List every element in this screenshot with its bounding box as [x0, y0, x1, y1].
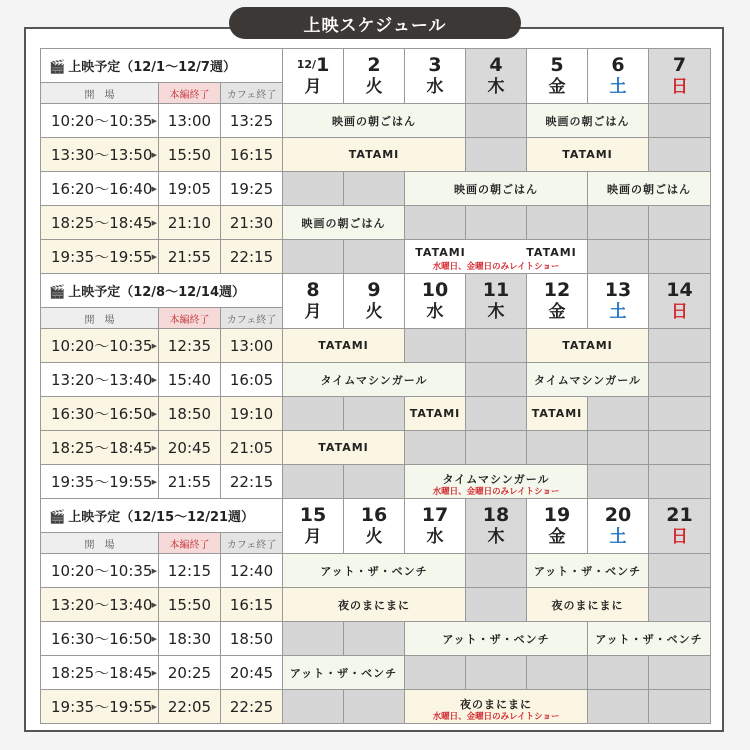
main-end-time: 21:10 — [159, 206, 221, 240]
empty-cell — [588, 465, 649, 499]
empty-cell — [649, 363, 711, 397]
empty-cell — [588, 240, 649, 274]
empty-cell — [588, 690, 649, 724]
main-end-column-header: 本編終了 — [159, 308, 221, 329]
table-row — [41, 240, 711, 274]
open-time: 10:20〜10:35 ▶ — [41, 104, 159, 138]
day-header: 19 金 — [527, 499, 588, 554]
screening-cell: TATAMI — [405, 397, 466, 431]
day-header-closed: 18 木 — [466, 499, 527, 554]
arrow-right-icon: ▶ — [151, 477, 157, 486]
table-row — [41, 104, 711, 138]
cafe-end-time: 21:05 — [221, 431, 283, 465]
day-header: 2 火 — [344, 49, 405, 104]
main-end-time: 13:00 — [159, 104, 221, 138]
main-end-column-header: 本編終了 — [159, 83, 221, 104]
main-end-time: 20:45 — [159, 431, 221, 465]
empty-cell — [344, 690, 405, 724]
main-end-column-header: 本編終了 — [159, 533, 221, 554]
empty-cell — [649, 104, 711, 138]
screening-cell: アット・ザ・ベンチ — [283, 656, 405, 690]
main-end-time: 12:15 — [159, 554, 221, 588]
empty-cell — [466, 397, 527, 431]
day-header-sunday: 21 日 — [649, 499, 711, 554]
open-time: 16:20〜16:40 ▶ — [41, 172, 159, 206]
empty-cell — [405, 431, 466, 465]
cafe-end-time: 22:15 — [221, 465, 283, 499]
late-show-note: 水曜日、金曜日のみレイトショー — [432, 262, 560, 272]
empty-cell — [649, 397, 711, 431]
week-table-3 — [40, 498, 711, 724]
empty-cell — [649, 431, 711, 465]
screening-cell: TATAMI — [283, 431, 405, 465]
screening-cell: TATAMI — [283, 138, 466, 172]
empty-cell — [466, 329, 527, 363]
empty-cell — [588, 397, 649, 431]
open-column-header: 開 場 — [41, 533, 159, 554]
screening-cell: アット・ザ・ベンチ — [588, 622, 711, 656]
cafe-end-time: 22:15 — [221, 240, 283, 274]
empty-cell — [588, 431, 649, 465]
cafe-end-time: 21:30 — [221, 206, 283, 240]
day-header: 15 月 — [283, 499, 344, 554]
arrow-right-icon: ▶ — [151, 600, 157, 609]
day-header-closed: 11 木 — [466, 274, 527, 329]
open-time: 18:25〜18:45 ▶ — [41, 656, 159, 690]
day-header: $^{12/}$1 月 — [283, 49, 344, 104]
screening-cell: 夜のまにまに — [283, 588, 466, 622]
open-time: 19:35〜19:55 ▶ — [41, 465, 159, 499]
table-row — [41, 622, 711, 656]
clapperboard-icon: 🎬 — [49, 60, 66, 75]
empty-cell — [283, 690, 344, 724]
empty-cell — [344, 465, 405, 499]
main-end-time: 18:50 — [159, 397, 221, 431]
empty-cell — [649, 656, 711, 690]
table-row — [41, 690, 711, 724]
empty-cell — [649, 465, 711, 499]
day-header-closed: 4 木 — [466, 49, 527, 104]
empty-cell — [405, 329, 466, 363]
main-end-time: 21:55 — [159, 465, 221, 499]
cafe-end-time: 16:15 — [221, 588, 283, 622]
table-row — [41, 588, 711, 622]
empty-cell — [466, 138, 527, 172]
screening-cell: アット・ザ・ベンチ — [527, 554, 649, 588]
table-row — [41, 431, 711, 465]
empty-cell — [283, 397, 344, 431]
empty-cell — [466, 554, 527, 588]
empty-cell — [283, 240, 344, 274]
arrow-right-icon: ▶ — [151, 634, 157, 643]
empty-cell — [649, 554, 711, 588]
table-row — [41, 329, 711, 363]
empty-cell — [466, 431, 527, 465]
empty-cell — [466, 363, 527, 397]
open-column-header: 開 場 — [41, 308, 159, 329]
cafe-end-time: 16:15 — [221, 138, 283, 172]
cafe-end-column-header: カフェ終了 — [221, 83, 283, 104]
cafe-end-time: 20:45 — [221, 656, 283, 690]
screening-cell: 映画の朝ごはん — [527, 104, 649, 138]
late-show-cell: タイムマシンガール 水曜日、金曜日のみレイトショー — [405, 465, 588, 499]
open-time: 13:20〜13:40 ▶ — [41, 588, 159, 622]
day-header: 5 金 — [527, 49, 588, 104]
day-header: 8 月 — [283, 274, 344, 329]
open-time: 19:35〜19:55 ▶ — [41, 240, 159, 274]
day-header: 12 金 — [527, 274, 588, 329]
week-table-2 — [40, 273, 711, 499]
main-end-time: 15:50 — [159, 138, 221, 172]
main-end-time: 18:30 — [159, 622, 221, 656]
cafe-end-time: 22:25 — [221, 690, 283, 724]
table-row — [41, 397, 711, 431]
cafe-end-column-header: カフェ終了 — [221, 533, 283, 554]
day-header-saturday: 20 土 — [588, 499, 649, 554]
day-header: 10 水 — [405, 274, 466, 329]
screening-cell: 夜のまにまに — [527, 588, 649, 622]
empty-cell — [649, 240, 711, 274]
empty-cell — [466, 104, 527, 138]
empty-cell — [527, 656, 588, 690]
empty-cell — [649, 690, 711, 724]
table-row — [41, 554, 711, 588]
main-end-time: 21:55 — [159, 240, 221, 274]
empty-cell — [283, 465, 344, 499]
empty-cell — [283, 172, 344, 206]
main-end-time: 12:35 — [159, 329, 221, 363]
day-header: 16 火 — [344, 499, 405, 554]
empty-cell — [649, 329, 711, 363]
main-end-time: 15:40 — [159, 363, 221, 397]
empty-cell — [588, 206, 649, 240]
empty-cell — [649, 588, 711, 622]
day-header: 9 火 — [344, 274, 405, 329]
empty-cell — [344, 622, 405, 656]
empty-cell — [527, 206, 588, 240]
empty-cell — [344, 172, 405, 206]
empty-cell — [588, 656, 649, 690]
open-column-header: 開 場 — [41, 83, 159, 104]
open-time: 19:35〜19:55 ▶ — [41, 690, 159, 724]
page-title: 上映スケジュール — [229, 7, 521, 39]
arrow-right-icon: ▶ — [151, 375, 157, 384]
day-header: 17 水 — [405, 499, 466, 554]
empty-cell — [466, 206, 527, 240]
cafe-end-time: 12:40 — [221, 554, 283, 588]
arrow-right-icon: ▶ — [151, 702, 157, 711]
screening-cell: TATAMI — [527, 138, 649, 172]
late-show-note: 水曜日、金曜日のみレイトショー — [432, 487, 560, 497]
cafe-end-column-header: カフェ終了 — [221, 308, 283, 329]
screening-cell: TATAMI — [527, 329, 649, 363]
week-table-1 — [40, 48, 711, 274]
screening-cell: タイムマシンガール — [283, 363, 466, 397]
table-row — [41, 656, 711, 690]
week-header: 🎬 上映予定（12/1〜12/7週） — [41, 49, 283, 83]
day-header-saturday: 6 土 — [588, 49, 649, 104]
screening-cell: 映画の朝ごはん — [283, 206, 405, 240]
arrow-right-icon: ▶ — [151, 252, 157, 261]
arrow-right-icon: ▶ — [151, 409, 157, 418]
week-header: 🎬 上映予定（12/8〜12/14週） — [41, 274, 283, 308]
week-header: 🎬 上映予定（12/15〜12/21週） — [41, 499, 283, 533]
empty-cell — [405, 656, 466, 690]
empty-cell — [344, 397, 405, 431]
arrow-right-icon: ▶ — [151, 668, 157, 677]
open-time: 10:20〜10:35 ▶ — [41, 329, 159, 363]
cafe-end-time: 13:25 — [221, 104, 283, 138]
open-time: 10:20〜10:35 ▶ — [41, 554, 159, 588]
table-row — [41, 172, 711, 206]
late-show-note: 水曜日、金曜日のみレイトショー — [432, 712, 560, 722]
empty-cell — [649, 206, 711, 240]
cafe-end-time: 13:00 — [221, 329, 283, 363]
open-time: 18:25〜18:45 ▶ — [41, 431, 159, 465]
arrow-right-icon: ▶ — [151, 150, 157, 159]
screening-cell: アット・ザ・ベンチ — [405, 622, 588, 656]
screening-cell: タイムマシンガール — [527, 363, 649, 397]
arrow-right-icon: ▶ — [151, 443, 157, 452]
main-end-time: 19:05 — [159, 172, 221, 206]
table-row — [41, 206, 711, 240]
day-header-sunday: 7 日 — [649, 49, 711, 104]
table-row — [41, 465, 711, 499]
empty-cell — [649, 138, 711, 172]
arrow-right-icon: ▶ — [151, 341, 157, 350]
late-show-cell: TATAMI TATAMI 水曜日、金曜日のみレイトショー — [405, 240, 588, 274]
screening-cell: 映画の朝ごはん — [405, 172, 588, 206]
screening-cell: 映画の朝ごはん — [588, 172, 711, 206]
screening-cell: TATAMI — [527, 397, 588, 431]
day-header-saturday: 13 土 — [588, 274, 649, 329]
open-time: 13:30〜13:50 ▶ — [41, 138, 159, 172]
cafe-end-time: 16:05 — [221, 363, 283, 397]
clapperboard-icon: 🎬 — [49, 285, 66, 300]
late-show-cell: 夜のまにまに 水曜日、金曜日のみレイトショー — [405, 690, 588, 724]
cafe-end-time: 19:25 — [221, 172, 283, 206]
table-row — [41, 138, 711, 172]
arrow-right-icon: ▶ — [151, 566, 157, 575]
empty-cell — [405, 206, 466, 240]
empty-cell — [466, 588, 527, 622]
open-time: 18:25〜18:45 ▶ — [41, 206, 159, 240]
screening-cell: TATAMI — [283, 329, 405, 363]
open-time: 16:30〜16:50 ▶ — [41, 397, 159, 431]
main-end-time: 22:05 — [159, 690, 221, 724]
main-end-time: 20:25 — [159, 656, 221, 690]
empty-cell — [527, 431, 588, 465]
screening-cell: アット・ザ・ベンチ — [283, 554, 466, 588]
arrow-right-icon: ▶ — [151, 184, 157, 193]
empty-cell — [283, 622, 344, 656]
table-row — [41, 363, 711, 397]
screening-cell: 映画の朝ごはん — [283, 104, 466, 138]
arrow-right-icon: ▶ — [151, 218, 157, 227]
open-time: 13:20〜13:40 ▶ — [41, 363, 159, 397]
cafe-end-time: 19:10 — [221, 397, 283, 431]
main-end-time: 15:50 — [159, 588, 221, 622]
day-header-sunday: 14 日 — [649, 274, 711, 329]
clapperboard-icon: 🎬 — [49, 510, 66, 525]
empty-cell — [344, 240, 405, 274]
cafe-end-time: 18:50 — [221, 622, 283, 656]
open-time: 16:30〜16:50 ▶ — [41, 622, 159, 656]
empty-cell — [466, 656, 527, 690]
arrow-right-icon: ▶ — [151, 116, 157, 125]
day-header: 3 水 — [405, 49, 466, 104]
